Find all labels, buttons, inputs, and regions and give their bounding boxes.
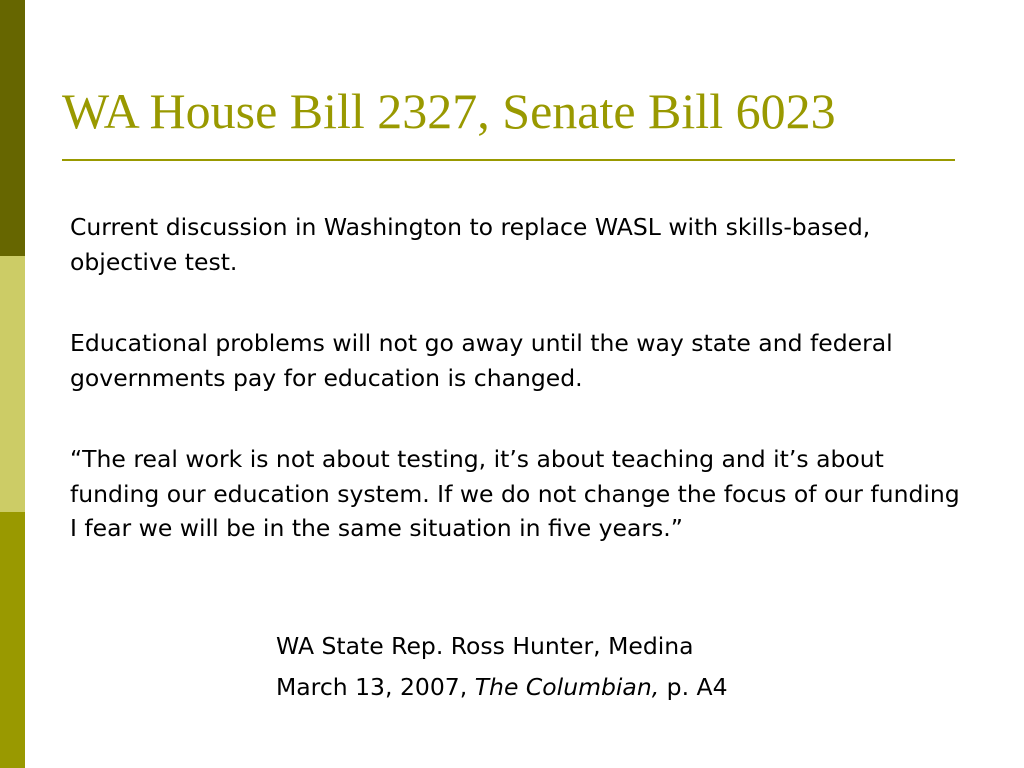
slide-body <box>70 210 970 593</box>
sidebar-segment-bottom <box>0 512 25 768</box>
paragraph-educational-problems: Educational problems will not go away until the way state and federal governments pay for education is changed. <box>70 329 893 392</box>
paragraph-wasl-discussion: Current discussion in Washington to replace WASL with skills-based, objective test. <box>70 213 871 276</box>
paragraph-quote: “The real work is not about testing, it’s about teaching and it’s about funding our education system. If we do not change the focus of our funding I fear we will be in the same situation in five years.” <box>70 445 960 542</box>
attribution-author: WA State Rep. Ross Hunter, Medina <box>276 632 694 660</box>
attribution-citation <box>276 667 728 708</box>
slide-title: WA House Bill 2327, Senate Bill 6023 <box>62 83 836 139</box>
attribution-publication: The Columbian, <box>474 673 660 701</box>
attribution-page: p. A4 <box>659 673 728 701</box>
attribution-date: March 13, 2007, <box>276 673 475 701</box>
title-divider <box>62 159 955 161</box>
sidebar-segment-middle <box>0 256 25 512</box>
sidebar-segment-top <box>0 0 25 256</box>
sidebar-decoration <box>0 0 25 768</box>
quote-attribution <box>276 626 728 708</box>
